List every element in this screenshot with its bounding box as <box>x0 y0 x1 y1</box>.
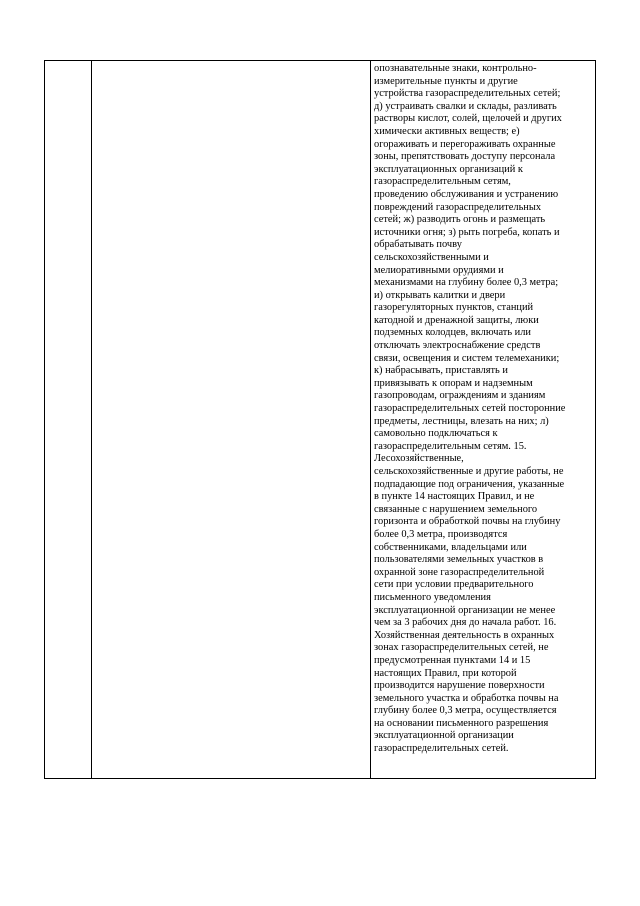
document-table <box>44 60 596 779</box>
table-cell-number <box>45 61 92 779</box>
table-cell-middle <box>92 61 371 779</box>
table-row <box>45 61 596 779</box>
cell-text-number <box>45 61 91 65</box>
table-cell-content <box>371 61 596 779</box>
cell-text-content: опознавательные знаки, контрольно- измерительные пункты и другие устройства газораспределительных сетей; д) устраивать свалки и склады, разливать растворы кислот, солей, щелочей и других химически активных веществ; е) огораживать и перегораживать охранные зоны, препятствовать доступу персонала эксплуатационных организаций к газораспределительным сетям, проведению обслуживания и устранению повреждений газораспределительных сетей; ж) разводить огонь и размещать источники огня; з) рыть погреба, копать и обрабатывать почву сельскохозяйственными и мелиоративными орудиями и механизмами на глубину более 0,3 метра; и) открывать калитки и двери газорегуляторных пунктов, станций катодной и дренажной защиты, люки подземных колодцев, включать или отключать электроснабжение средств связи, освещения и систем телемеханики; к) набрасывать, приставлять и привязывать к опорам и надземным газопроводам, ограждениям и зданиям газораспределительных сетей посторонние предметы, лестницы, влезать на них; л) самовольно подключаться к газораспределительным сетям. 15. Лесохозяйственные, сельскохозяйственные и другие работы, не подпадающие под ограничения, указанные в пункте 14 настоящих Правил, и не связанные с нарушением земельного горизонта и обработкой почвы на глубину более 0,3 метра, производятся собственниками, владельцами или пользователями земельных участков в охранной зоне газораспределительной сети при условии предварительного письменного уведомления эксплуатационной организации не менее чем за 3 рабочих дня до начала работ. 16. Хозяйственная деятельность в охранных зонах газораспределительных сетей, не предусмотренная пунктами 14 и 15 настоящих Правил, при которой производится нарушение поверхности земельного участка и обработка почвы на глубину более 0,3 метра, осуществляется на основании письменного разрешения эксплуатационной организации газораспределительных сетей. <box>374 63 566 755</box>
cell-text-middle <box>92 61 370 65</box>
